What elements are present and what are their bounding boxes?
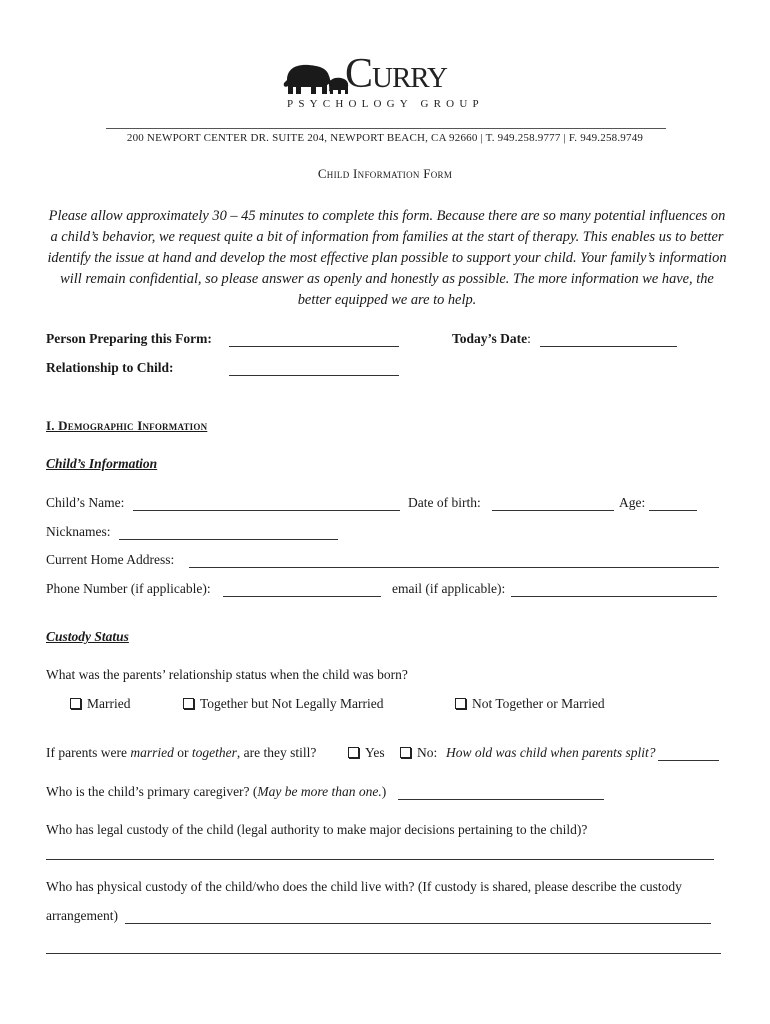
practice-address: 200 NEWPORT CENTER DR. SUITE 204, NEWPORT BEACH, CA 92660 | T. 949.258.9777 | F. 949.258.9749 (126, 132, 644, 144)
form-title: Child Information Form (317, 166, 453, 181)
dob-label: Date of birth: (408, 495, 481, 510)
section-demographic-title: I. Demographic Information (46, 418, 208, 433)
child-name-label: Child’s Name: (46, 495, 125, 510)
email-label: email (if applicable): (392, 581, 506, 596)
home-address-field[interactable] (189, 552, 719, 568)
todays-date-label: Today’s Date: (452, 331, 531, 346)
childs-info-heading: Child’s Information (46, 456, 158, 471)
checkbox-icon[interactable] (455, 698, 466, 709)
legal-custody-question: Who has legal custody of the child (legal authority to make major decisions pertaining to the child)? (46, 822, 588, 837)
relationship-label: Relationship to Child: (46, 360, 174, 375)
legal-custody-field[interactable] (46, 844, 714, 860)
option-together-not-married[interactable]: Together but Not Legally Married (183, 696, 384, 712)
split-age-question: How old was child when parents split? (446, 745, 656, 760)
arrangement-field[interactable] (125, 908, 711, 924)
physical-custody-question: Who has physical custody of the child/who does the child live with? (If custody is shared, please describe the custody (46, 879, 682, 894)
age-label: Age: (619, 495, 646, 510)
split-age-field[interactable] (658, 745, 719, 761)
phone-label: Phone Number (if applicable): (46, 581, 211, 596)
nicknames-label: Nicknames: (46, 524, 111, 539)
custody-status-heading: Custody Status (46, 629, 129, 644)
age-field[interactable] (649, 495, 697, 511)
intro-paragraph: Please allow approximately 30 – 45 minutes to complete this form. Because there are so many potential influences on a child’s behavior, we request quite a bit of information from families at the start of therapy. This enables us to better identify the issue at hand and develop the most effective plan possible to support your child. Your family’s information will remain confidential, so please answer as openly and honestly as possible. The more information we have, the better equipped we are to help. (47, 208, 727, 308)
option-not-together[interactable]: Not Together or Married (455, 696, 605, 712)
email-field[interactable] (511, 581, 717, 597)
still-together-question: If parents were married or together, are they still? (46, 745, 317, 760)
caregiver-field[interactable] (398, 784, 604, 800)
nicknames-field[interactable] (119, 524, 338, 540)
checkbox-icon[interactable] (183, 698, 194, 709)
checkbox-icon[interactable] (400, 747, 411, 758)
relationship-status-question: What was the parents’ relationship status when the child was born? (46, 667, 408, 682)
dob-field[interactable] (492, 495, 614, 511)
option-yes[interactable]: Yes (348, 745, 385, 761)
logo-wordmark: Curry (345, 51, 447, 97)
person-preparing-label: Person Preparing this Form: (46, 331, 212, 346)
home-address-label: Current Home Address: (46, 552, 175, 567)
elephants-icon (283, 58, 349, 96)
person-preparing-field[interactable] (229, 331, 399, 347)
phone-field[interactable] (223, 581, 381, 597)
option-married[interactable]: Married (70, 696, 130, 712)
arrangement-label: arrangement) (46, 908, 118, 923)
logo-subtitle: PSYCHOLOGY GROUP (287, 98, 484, 110)
caregiver-question: Who is the child’s primary caregiver? (May be more than one.) (46, 784, 387, 799)
header-divider (106, 128, 666, 129)
relationship-field[interactable] (229, 360, 399, 376)
todays-date-field[interactable] (540, 331, 677, 347)
checkbox-icon[interactable] (348, 747, 359, 758)
child-name-field[interactable] (133, 495, 400, 511)
option-no[interactable]: No: (400, 745, 437, 761)
curry-logo (283, 52, 493, 118)
arrangement-field-line-2[interactable] (46, 938, 721, 954)
checkbox-icon[interactable] (70, 698, 81, 709)
